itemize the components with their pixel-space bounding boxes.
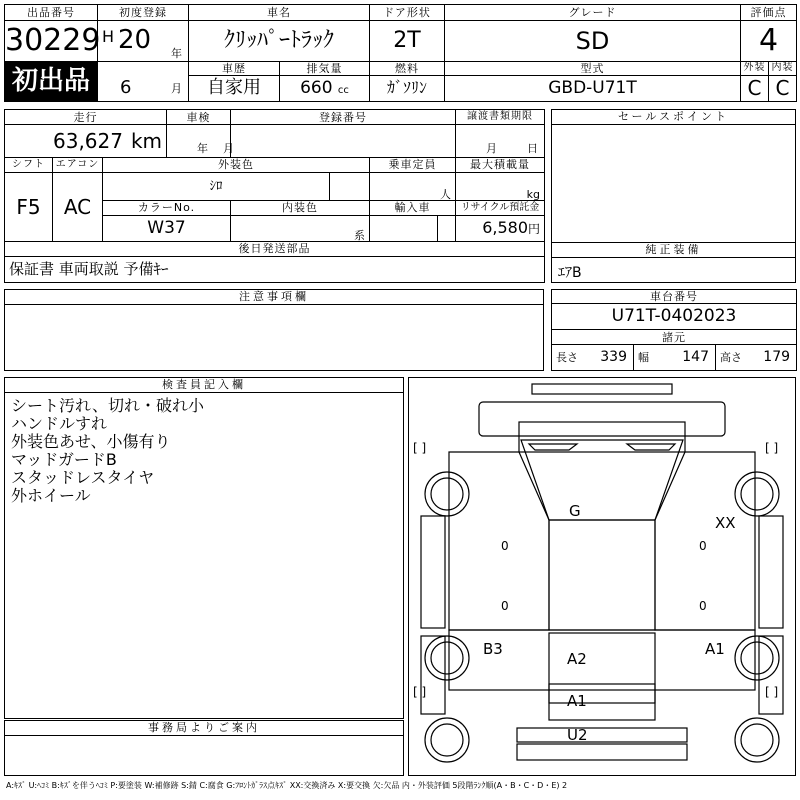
mid-table: [4, 109, 545, 283]
grille: [519, 422, 685, 452]
rear-bumper-top: [517, 728, 687, 742]
recycle-unit: 円: [528, 222, 541, 237]
int-color-label: 内装色: [231, 200, 370, 215]
transfer-cell: [456, 125, 545, 157]
first-listing-badge: 初出品: [5, 61, 98, 101]
mark-a2: A2: [567, 650, 587, 668]
bed-floor: [549, 633, 655, 703]
notes-box: [4, 289, 544, 371]
era: H: [102, 27, 115, 47]
ext-color-label: 外装色: [103, 157, 370, 172]
first-reg-year: 20: [118, 25, 152, 56]
first-reg-month: 6: [120, 77, 132, 99]
remark-line: 外ホイール: [11, 486, 91, 505]
roof: [549, 520, 655, 630]
color-no-label: カラーNo.: [103, 200, 231, 215]
load-label: 最大積載量: [456, 157, 545, 172]
displacement-cell: [280, 75, 370, 101]
later-parts: 保証書 車両取説 予備ｷｰ: [5, 256, 545, 282]
inspection-label: 車検: [167, 110, 231, 125]
inspector-label: 検査員記入欄: [5, 378, 403, 393]
reg-no-label: 登録番号: [231, 110, 456, 125]
mark-xx: XX: [715, 514, 736, 532]
first-reg-year-cell: [98, 21, 189, 61]
rear-bumper: [517, 744, 687, 760]
recycle-label: リサイクル預託金: [456, 200, 545, 215]
history-label: 車歴: [189, 61, 280, 75]
remark-line: 外装色あせ、小傷有り: [11, 432, 171, 451]
shift-label: シフト: [5, 157, 53, 172]
chassis-label: 車台番号: [552, 290, 797, 304]
front-panel: [479, 402, 725, 436]
month-unit: 月: [171, 82, 182, 96]
front-bumper: [532, 384, 672, 394]
car-name: ｸﾘｯﾊﾟｰﾄﾗｯｸ: [189, 21, 370, 61]
recycle-fee: 6,580: [482, 218, 528, 238]
fuel: ｶﾞｿﾘﾝ: [370, 75, 445, 101]
reg-label: 初度登録: [98, 5, 189, 21]
remark-line: マッドガードB: [11, 450, 117, 469]
model-code: GBD-U71T: [445, 75, 741, 101]
remark-line: スタッドレスタイヤ: [11, 468, 155, 487]
import-label: 輸入車: [370, 200, 456, 215]
zero-mark: 0: [501, 539, 509, 553]
first-reg-month-cell: [98, 75, 189, 101]
lot-label: 出品番号: [5, 5, 98, 21]
mileage-label: 走行: [5, 110, 167, 125]
zero-mark: 0: [699, 599, 707, 613]
remark-line: シート汚れ、切れ・破れ小: [11, 396, 204, 415]
width: 147: [682, 349, 709, 366]
notes-label: 注意事項欄: [5, 290, 543, 305]
zero-mark: 0: [699, 539, 707, 553]
damage-diagram: [409, 378, 795, 775]
mileage-cell: [5, 125, 167, 157]
displacement: 660: [300, 77, 333, 98]
width-cell: 幅 147: [634, 344, 716, 370]
transfer-label: 譲渡書類期限: [456, 110, 545, 125]
bracket-mark: [ ]: [413, 685, 427, 699]
height: 179: [763, 349, 791, 366]
insp-year-unit: 年: [197, 141, 209, 155]
bracket-mark: [ ]: [413, 441, 427, 455]
spec-label: 諸元: [552, 330, 797, 344]
fuel-label: 燃料: [370, 61, 445, 75]
office-box: [4, 720, 404, 776]
mark-a1-rear: A1: [567, 692, 587, 710]
model-label: 型式: [445, 61, 741, 75]
remark-line: ハンドルすれ: [11, 414, 108, 433]
int-grade: C: [769, 75, 797, 101]
grade-label: グレード: [445, 5, 741, 21]
displacement-label: 排気量: [280, 61, 370, 75]
sales-point-box: [551, 109, 796, 283]
insp-month-unit: 月: [223, 141, 235, 155]
year-unit: 年: [171, 46, 182, 60]
office-label: 事務局よりご案内: [5, 721, 403, 736]
damage-diagram-box: [408, 377, 796, 776]
chassis-table: [551, 289, 797, 371]
mark-a1-right: A1: [705, 640, 725, 658]
length: 339: [600, 349, 627, 366]
ext-label: 外装: [741, 61, 769, 75]
height-cell: 高さ 179: [716, 344, 797, 370]
inspector-box: [4, 377, 404, 719]
top-table: [4, 4, 797, 102]
door-type: 2T: [370, 21, 445, 61]
displacement-unit: cc: [337, 84, 349, 96]
mark-u2: U2: [567, 726, 588, 744]
lot-number: 30229: [5, 21, 98, 61]
capacity-label: 乗車定員: [370, 157, 456, 172]
ac-label: エアコン: [53, 157, 103, 172]
inspector-remarks: [5, 393, 403, 509]
equipment: ｴｱB: [558, 265, 582, 281]
legend: A:ｷｽﾞ U:ﾍｺﾐ B:ｷｽﾞを伴うﾍｺﾐ P:要塗装 W:補修跡 S:錆 C:腐食 G:ﾌﾛﾝﾄｶﾞﾗｽ点ｷｽﾞ XX:交換済み X:要交換 欠:欠品 内・外装評価 5段階ﾗﾝｸ順(A・B・C・D・E) 2: [6, 781, 568, 790]
score: 4: [741, 21, 797, 61]
load-unit: kg: [456, 172, 545, 200]
color-no: W37: [103, 215, 231, 241]
left-side-strip: [421, 516, 445, 628]
sales-point-label: セールスポイント: [552, 110, 795, 125]
aircon: AC: [53, 172, 103, 241]
mark-g: G: [569, 502, 581, 520]
bracket-mark: [ ]: [765, 685, 779, 699]
right-side-strip: [759, 516, 783, 628]
score-label: 評価点: [741, 5, 797, 21]
int-color-unit: 系: [231, 215, 370, 241]
ext-grade: C: [741, 75, 769, 101]
history: 自家用: [189, 75, 280, 101]
reg-no: [231, 125, 456, 157]
later-label: 後日発送部品: [5, 241, 545, 256]
wheel-front-left: [425, 472, 469, 516]
door-label: ドア形状: [370, 5, 445, 21]
capacity-unit: 人: [370, 172, 456, 200]
transfer-day-unit: 日: [527, 141, 539, 155]
grade: SD: [445, 21, 741, 61]
mark-b3: B3: [483, 640, 503, 658]
chassis-number: U71T-0402023: [552, 304, 797, 330]
recycle-cell: [456, 215, 545, 241]
int-label: 内装: [769, 61, 797, 75]
bed-gate: [449, 630, 755, 690]
bracket-mark: [ ]: [765, 441, 779, 455]
zero-mark: 0: [501, 599, 509, 613]
ext-color: ｼﾛ: [103, 172, 330, 200]
transfer-month-unit: 月: [486, 141, 498, 155]
equip-label: 純正装備: [552, 243, 795, 258]
mileage: 63,627: [53, 129, 123, 154]
mileage-unit: km: [130, 129, 163, 154]
inspection-cell: [167, 125, 235, 157]
length-cell: 長さ 339: [552, 344, 634, 370]
shift: F5: [5, 172, 53, 241]
name-label: 車名: [189, 5, 370, 21]
